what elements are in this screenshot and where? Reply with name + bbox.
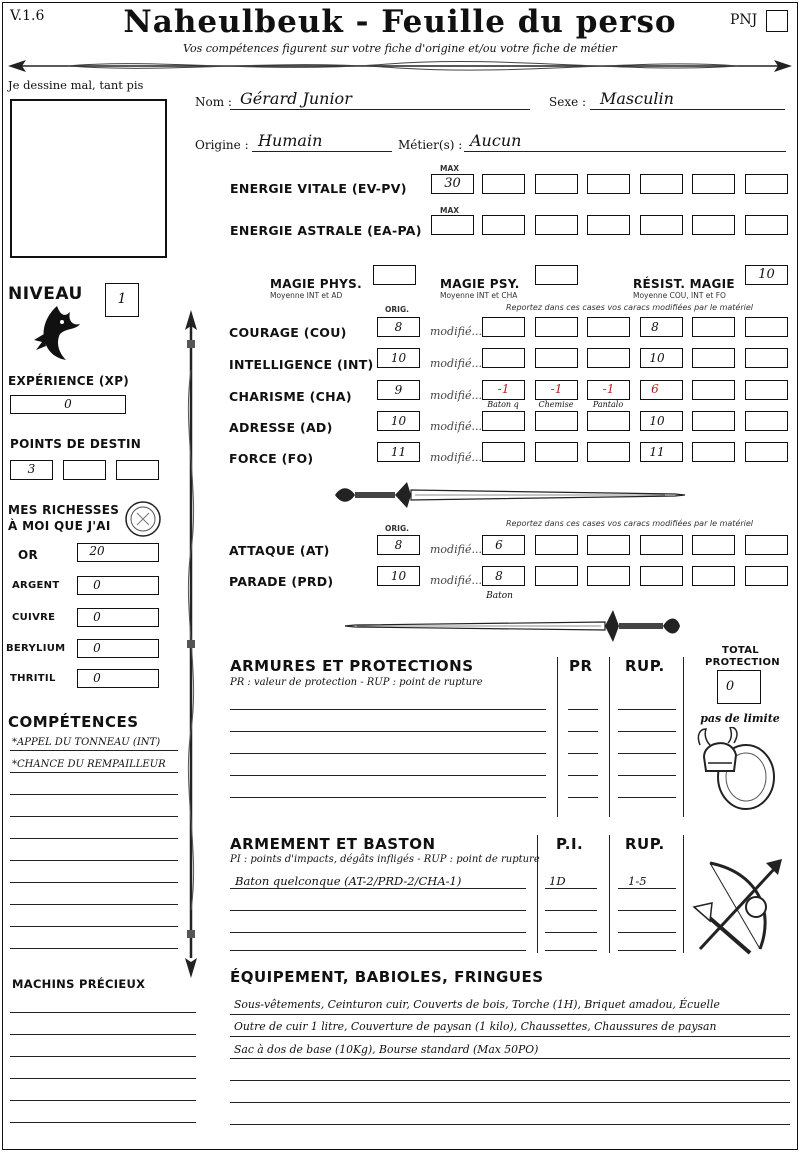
cha-note-1: Baton q [487,400,519,409]
carac-label-ad: ADRESSE (AD) [229,420,333,435]
parade-modified-label: modifié... [430,574,482,587]
competences-title: COMPÉTENCES [8,713,139,731]
attaque-modified-label: modifié... [430,543,482,556]
carac-orig-value-fo: 11 [390,445,407,459]
sexe-value[interactable]: Masculin [600,89,674,108]
equipment-line-3[interactable]: Sac à dos de base (10Kg), Bourse standard (Max 50PO) [234,1043,539,1056]
attaque-label: ATTAQUE (AT) [229,543,330,558]
nom-line [230,109,530,110]
carac-mod-box-cha-5[interactable] [692,380,735,400]
precious-line-4 [10,1078,196,1079]
wealth-or-label: OR [18,548,39,562]
ev-box-5[interactable] [640,174,683,194]
carac-mod-box-cou-5[interactable] [692,317,735,337]
carac-label-cha: CHARISME (CHA) [229,389,352,404]
carac-mod-box-cou-3[interactable] [587,317,630,337]
wealth-cuivre-label: CUIVRE [12,612,56,623]
carac-mod-box-cou-2[interactable] [535,317,578,337]
skill-line-7 [10,882,178,883]
armor-row-1-pr [568,709,598,710]
wealth-or-value: 20 [89,544,105,558]
page-subtitle: Vos compétences figurent sur votre fiche d'origine et/ou votre fiche de métier [183,42,617,55]
weapon-1-pi[interactable]: 1D [549,874,566,888]
carac-mod-box-fo-3[interactable] [587,442,630,462]
equip-rule-4 [230,1080,790,1081]
version-label: V.1.6 [10,8,45,24]
parade-mod-value-1: 8 [495,569,503,583]
combat-orig-label: ORIG. [385,524,409,533]
carac-mod-box-ad-6[interactable] [745,411,788,431]
armement-col-rup: RUP. [625,835,665,853]
magie-phys-label: MAGIE PHYS. [270,277,362,291]
parade-orig-value: 10 [390,569,407,583]
equipement-title: ÉQUIPEMENT, BABIOLES, FRINGUES [230,968,544,986]
precious-line-2 [10,1034,196,1035]
carac-modified-label-int: modifié... [430,357,482,370]
weapon-row-1-pi [545,888,597,889]
weapon-divider-1 [537,835,538,953]
ea-box-6[interactable] [692,215,735,235]
armor-row-4-pr [568,775,598,776]
armor-row-3-name [230,753,546,754]
equipment-line-2[interactable]: Outre de cuir 1 litre, Couverture de paysan (1 kilo), Chaussettes, Chaussures de paysan [234,1020,717,1033]
weapon-row-3-name [230,932,526,933]
resist-magie-note: Moyenne COU, INT et FO [633,291,726,300]
ea-box-7[interactable] [745,215,788,235]
carac-orig-value-int: 10 [390,351,407,365]
destin-label: POINTS DE DESTIN [10,437,142,451]
crossed-weapons-icon [690,853,786,957]
precious-line-3 [10,1056,196,1057]
cha-note-2: Chemise [538,400,574,409]
resist-magie-value: 10 [758,267,775,282]
carac-orig-label: ORIG. [385,305,409,314]
wealth-thritil-value: 0 [93,671,101,685]
xp-value: 0 [64,397,72,411]
armor-row-2-pr [568,731,598,732]
carac-label-cou: COURAGE (COU) [229,325,347,340]
armor-row-2-name [230,731,546,732]
armor-row-1-name [230,709,546,710]
weapon-row-2-rup [618,910,676,911]
armures-col-rup: RUP. [625,657,665,675]
equip-rule-2 [230,1036,790,1037]
armor-row-1-rup [618,709,676,710]
armement-subtitle: PI : points d'impacts, dégâts infligés - RUP : point de rupture [230,854,540,865]
attaque-mod-box-5[interactable] [692,535,735,555]
weapon-row-4-rup [618,950,676,951]
equip-rule-6 [230,1124,790,1125]
carac-mod-box-int-5[interactable] [692,348,735,368]
carac-mod-box-fo-1[interactable] [482,442,525,462]
carac-mod-box-cou-1[interactable] [482,317,525,337]
carac-label-fo: FORCE (FO) [229,451,314,466]
skill-line-5 [10,838,178,839]
carac-modified-label-cha: modifié... [430,389,482,402]
portrait-caption: Je dessine mal, tant pis [8,78,144,92]
attaque-mod-box-2[interactable] [535,535,578,555]
wealth-berylium-value: 0 [93,641,101,655]
weapon-row-2-pi [545,910,597,911]
skill-item-2[interactable]: *CHANCE DU REMPAILLEUR [12,759,166,770]
metier-line [464,151,786,152]
weapon-row-1-rup [618,888,676,889]
total-protection-value: 0 [725,679,735,694]
pnj-checkbox[interactable] [766,10,788,32]
carac-orig-value-cou: 8 [394,320,403,334]
armor-divider-1 [557,657,558,817]
attaque-orig-value: 8 [394,538,403,552]
metier-label: Métier(s) : [398,138,463,152]
weapon-row-4-pi [545,950,597,951]
ea-box-2[interactable] [482,215,525,235]
parade-mod-box-6[interactable] [745,566,788,586]
carac-mod-box-fo-6[interactable] [745,442,788,462]
metier-value[interactable]: Aucun [470,131,522,150]
skill-line-9 [10,926,178,927]
attaque-mod-box-3[interactable] [587,535,630,555]
skill-line-6 [10,860,178,861]
ev-box-7[interactable] [745,174,788,194]
cha-note-3: Pantalo [592,400,624,409]
sword-icon-2 [345,610,680,642]
armor-divider-2 [609,657,610,817]
equipment-line-1[interactable]: Sous-vêtements, Ceinturon cuir, Couverts de bois, Torche (1H), Briquet amadou, Écuelle [234,998,720,1011]
ea-box-4[interactable] [587,215,630,235]
dragon-icon [32,304,82,362]
page-title: Naheulbeuk - Feuille du perso [123,4,677,40]
weapon-1-rup[interactable]: 1-5 [628,874,647,888]
armor-divider-3 [683,657,684,817]
weapon-row-3-rup [618,932,676,933]
carac-mod-value-cha-3: -1 [602,382,615,396]
armement-title: ARMEMENT ET BASTON [230,835,436,853]
carac-orig-value-ad: 10 [390,414,407,428]
carac-mod-box-ad-1[interactable] [482,411,525,431]
ea-max-label: MAX [440,206,460,215]
weapon-divider-2 [609,835,610,953]
weapon-row-4-name [230,950,526,951]
richesses-label-1: MES RICHESSES [8,503,120,517]
ev-max-value: 30 [444,176,461,191]
helmet-shield-icon [696,727,778,813]
skill-line-8 [10,904,178,905]
armor-row-5-name [230,797,546,798]
carac-mod-box-cha-6[interactable] [745,380,788,400]
carac-mod-value-fo-4: 11 [649,445,665,459]
equip-rule-1 [230,1014,790,1015]
attaque-mod-box-4[interactable] [640,535,683,555]
precious-line-5 [10,1100,196,1101]
weapon-row-3-pi [545,932,597,933]
skill-line-1 [10,750,178,751]
destin-box-2[interactable] [63,460,106,480]
skill-line-10 [10,948,178,949]
combat-note: Reportez dans ces cases vos caracs modifiées par le matériel [506,519,753,528]
carac-mod-box-cou-6[interactable] [745,317,788,337]
carac-mod-box-ad-2[interactable] [535,411,578,431]
ev-box-4[interactable] [587,174,630,194]
carac-mod-box-fo-5[interactable] [692,442,735,462]
ev-label: ENERGIE VITALE (EV-PV) [230,181,407,196]
destin-box-3[interactable] [116,460,159,480]
armement-col-pi: P.I. [556,835,584,853]
carac-mod-value-cha-4: 6 [651,382,659,396]
niveau-label: NIVEAU [8,284,83,304]
parade-mod-box-3[interactable] [587,566,630,586]
carac-mod-box-int-2[interactable] [535,348,578,368]
carac-mod-value-cou-4: 8 [651,320,659,334]
header-spear-ornament [8,56,792,76]
carac-mod-box-int-3[interactable] [587,348,630,368]
magie-psy-note: Moyenne INT et CHA [440,291,518,300]
ev-box-2[interactable] [482,174,525,194]
carac-orig-value-cha: 9 [394,383,403,397]
armor-row-5-rup [618,797,676,798]
armor-row-3-pr [568,753,598,754]
wealth-cuivre-value: 0 [93,610,101,624]
magie-psy-label: MAGIE PSY. [440,277,520,291]
armures-title: ARMURES ET PROTECTIONS [230,657,474,675]
carac-mod-box-ad-3[interactable] [587,411,630,431]
carac-mod-value-ad-4: 10 [649,414,665,428]
carac-mod-box-ad-5[interactable] [692,411,735,431]
spear-divider-ornament [180,310,202,978]
skill-item-1[interactable]: *APPEL DU TONNEAU (INT) [12,737,161,748]
destin-value: 3 [27,462,36,476]
weapon-divider-3 [683,835,684,953]
magie-phys-note: Moyenne INT et AD [270,291,343,300]
armures-col-pr: PR [569,657,593,675]
ev-max-label: MAX [440,164,460,173]
pnj-label: PNJ [730,12,758,28]
carac-modified-label-fo: modifié... [430,451,482,464]
armor-row-5-pr [568,797,598,798]
parade-note: Baton [486,591,513,601]
richesses-label-2: À MOI QUE J'AI [8,519,111,533]
resist-magie-label: RÉSIST. MAGIE [633,277,735,291]
carac-mod-box-fo-2[interactable] [535,442,578,462]
carac-mod-value-int-4: 10 [649,351,665,365]
total-protection-label-2: PROTECTION [705,657,780,668]
nom-value[interactable]: Gérard Junior [240,89,352,108]
carac-mod-value-cha-2: -1 [550,382,563,396]
total-protection-label-1: TOTAL [722,645,759,656]
skill-line-3 [10,794,178,795]
armor-row-4-rup [618,775,676,776]
weapon-1-name[interactable]: Baton quelconque (AT-2/PRD-2/CHA-1) [235,874,462,888]
carac-modified-label-cou: modifié... [430,325,482,338]
parade-mod-box-5[interactable] [692,566,735,586]
limit-note: pas de limite [700,712,780,725]
carac-mod-box-int-6[interactable] [745,348,788,368]
parade-label: PARADE (PRD) [229,574,334,589]
armor-row-3-rup [618,753,676,754]
equip-rule-3 [230,1058,790,1059]
attaque-mod-box-6[interactable] [745,535,788,555]
weapon-row-1-name [230,888,526,889]
wealth-argent-value: 0 [93,578,101,592]
wealth-berylium-label: BERYLIUM [6,643,66,654]
ea-box-3[interactable] [535,215,578,235]
armures-subtitle: PR : valeur de protection - RUP : point de rupture [230,677,483,688]
sexe-line [590,109,785,110]
weapon-row-2-name [230,910,526,911]
parade-mod-box-4[interactable] [640,566,683,586]
attaque-mod-value-1: 6 [495,538,503,552]
sword-icon [335,480,685,510]
xp-label: EXPÉRIENCE (XP) [8,374,130,388]
ea-max-box[interactable] [431,215,474,235]
niveau-value: 1 [117,291,127,307]
carac-note: Reportez dans ces cases vos caracs modifiées par le matériel [506,303,753,312]
magie-phys-box[interactable] [373,265,416,285]
ea-label: ENERGIE ASTRALE (EA-PA) [230,223,422,238]
carac-label-int: INTELLIGENCE (INT) [229,357,374,372]
precious-line-6 [10,1122,196,1123]
ev-box-6[interactable] [692,174,735,194]
ev-box-3[interactable] [535,174,578,194]
coin-icon [124,500,162,538]
wealth-argent-label: ARGENT [12,580,60,591]
armor-row-4-name [230,775,546,776]
carac-modified-label-ad: modifié... [430,420,482,433]
origine-label: Origine : [195,138,249,152]
carac-mod-value-cha-1: -1 [497,382,510,396]
armor-row-2-rup [618,731,676,732]
precious-line-1 [10,1012,196,1013]
carac-mod-box-int-1[interactable] [482,348,525,368]
origine-value[interactable]: Humain [258,131,323,150]
nom-label: Nom : [195,95,232,109]
portrait-box[interactable] [10,99,167,258]
skill-line-2 [10,772,178,773]
equip-rule-5 [230,1102,790,1103]
sexe-label: Sexe : [549,95,587,109]
skill-line-4 [10,816,178,817]
parade-mod-box-2[interactable] [535,566,578,586]
machins-precieux-title: MACHINS PRÉCIEUX [12,977,146,991]
magie-psy-box[interactable] [535,265,578,285]
origine-line [252,151,392,152]
wealth-thritil-label: THRITIL [10,673,56,684]
ea-box-5[interactable] [640,215,683,235]
